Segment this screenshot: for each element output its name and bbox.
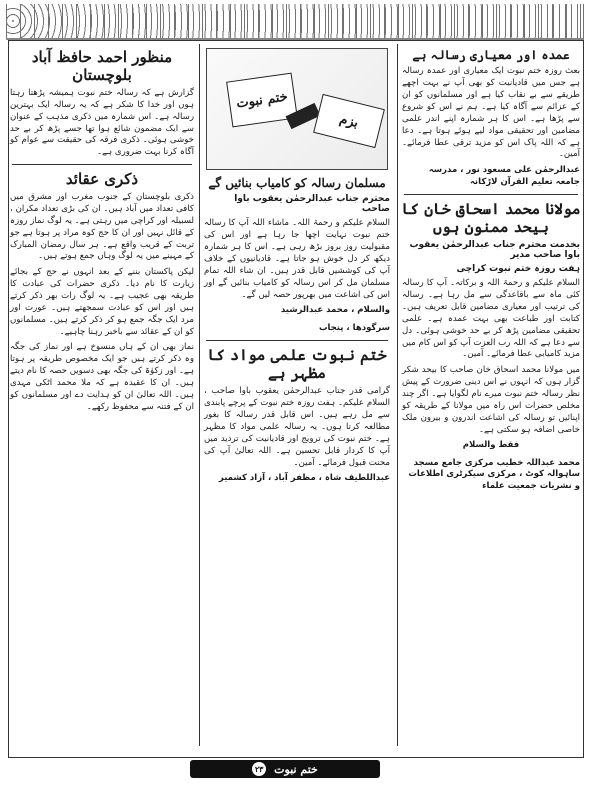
middle-column: [202, 44, 392, 752]
article-body: السلام علیکم و رحمۃ اللہ و برکاتہ۔ آپ کا رسالہ کئی ماہ سے باقاعدگی سے مل رہا ہے۔ رسالہ کی ترتیب اور معیاری مضامین قابل تعریف ہیں۔ کتابت اور طباعت بھی بہت عمدہ ہے۔ علمی تحقیقی مضامین پڑھ کر بے حد خوشی ہوئی۔ دل سے دعا ہے کہ اللہ رب العزت آپ کو اس کام میں مزید کامیابی عطا فرمائے۔ آمین۔: [402, 278, 580, 360]
banner-card: ختم نبوت: [226, 73, 298, 128]
footer-title: ختم نبوت: [274, 762, 318, 776]
article-heading: مولانا محمد اسحاق خان کا بیحد ممنون ہوں: [401, 200, 581, 237]
article-salutation: ہفت روزہ ختم نبوت کراچی: [456, 264, 580, 275]
article-body: لیکن پاکستان بننے کے بعد انہوں نے حج کے بجائے زیارت کا نام دیا۔ ذکری حضرات کی عبادت کا طریقہ بھی عجیب ہے۔ یہ لوگ رات بھر ذکر کرتے ہیں اور اس کو عبادت سمجھتے ہیں۔ عورت اور مرد ایک جگہ جمع ہو کر ذکر کرتے ہیں۔ مسلمانوں کو ان کے عقائد سے باخبر رہنا چاہیے۔: [10, 267, 194, 337]
article-signature: عبدالرحمٰن علی مسعود نور ، مدرسہ جامعہ تعلیم القرآن لاڑکانہ: [428, 165, 580, 187]
article-body: میں مولانا محمد اسحاق خان صاحب کا بیحد شکر گزار ہوں کہ انہوں نے اس دینی ضرورت کے پیش نظر رسالہ ختم نبوت میرے نام لگوایا ہے۔ اگر چند مخلص حضرات اس راہ میں مولانا کے طریقہ کو اپنائیں تو رسالہ کی اشاعت اندرون و بیرون ملک خاصی اضافہ ہو سکتی ہے۔: [402, 365, 580, 435]
article-signature: عبداللطیف شاہ ، مظفر آباد ، آزاد کشمیر: [218, 473, 390, 484]
divider: [12, 164, 192, 165]
column-rule: [199, 44, 200, 746]
divider: [206, 340, 388, 341]
column-rule: [397, 44, 398, 746]
article-body: السلام علیکم و رحمۃ اللہ۔ ماشاء اللہ آپ کا رسالہ ختم نبوت نہایت اچھا جا رہا ہے اور اس کی مقبولیت روز بروز بڑھ رہی ہے۔ اس کا ہر شمارہ دیکھ کر دل خوش ہو جاتا ہے۔ قادیانیوں کے خلاف آپ کی کوششیں قابل قدر ہیں۔ ان شاء اللہ تمام مسلمان مل کر اس رسالہ کو کامیاب بنائیں گے اور اس کی اشاعت میں بھرپور حصہ لیں گے۔: [204, 218, 390, 300]
article-signature: محمد عبداللہ خطیب مرکزی جامع مسجد ساہوالہ کوٹ ، مرکزی سیکرٹری اطلاعات و نشریات جمعیت علماء: [408, 457, 580, 491]
article-heading: عمدہ اور معیاری رسالہ ہے: [412, 48, 570, 62]
article-heading: مسلمان رسالہ کو کامیاب بنائیں گے: [208, 176, 386, 190]
article-body: ذکری بلوچستان کے جنوب مغرب اور مشرق میں کافی تعداد میں آباد ہیں۔ ان کی بڑی تعداد مکران ، لسبیلہ اور کراچی میں رہتی ہے۔ یہ لوگ نماز روزہ کے قائل نہیں اور ان کا حج کوہ مراد پر ہوتا ہے جو تربت کے قریب واقع ہے۔ ہر سال رمضان المبارک کے مہینے میں یہ لوگ وہاں جمع ہوتے ہیں۔: [10, 192, 194, 262]
article-signature: سرگودھا ، پنجاب: [318, 322, 390, 333]
left-column: [8, 44, 196, 752]
banner-card: بزم: [313, 94, 385, 148]
divider: [404, 194, 578, 195]
page-number: ٢٣: [252, 762, 266, 776]
article-heading: ختم نبوت علمی مواد کا مظہر ہے: [207, 346, 387, 383]
article-body: گرامی قدر جناب عبدالرحمٰن یعقوب باوا صاحب ، السلام علیکم۔ ہفت روزہ ختم نبوت کے پرچے پابندی سے مل رہے ہیں۔ اس قابل قدر رسالہ کا بغور مطالعہ کرتا ہوں۔ یہ رسالہ علمی مواد کا مظہر ہے۔ ختم نبوت کی ترویج اور قادیانیت کی تردید میں آپ کا کردار قابل تحسین ہے۔ اللہ تعالیٰ آپ کی محنت قبول فرمائے۔ آمین۔: [204, 386, 390, 468]
article-signature: والسلام ، محمد عبدالرشید: [280, 305, 390, 316]
article-salutation: بخدمت محترم جناب عبدالرحمٰن یعقوب باوا صاحب مدیر: [409, 240, 580, 261]
article-heading: منظور احمد حافظ آباد بلوچستان: [31, 48, 173, 84]
decorative-top-border: [6, 4, 584, 40]
magazine-banner-illustration: [206, 48, 388, 170]
article-body: گزارش ہے کہ رسالہ ختم نبوت ہمیشہ پڑھتا رہتا ہوں اور خدا کا شکر ہے کہ یہ رسالہ ایک بہترین رسالہ ہے۔ اس شمارہ میں ذکری مذہب کے عنوان سے ایک مضمون شائع ہوا تھا جسے پڑھ کر بے حد خوشی ہوئی۔ ذکری فرقہ کی حقیقت سے عوام کو آگاہ کرنا بہت ضروری ہے۔: [10, 88, 194, 158]
article-body: بعث روزہ ختم نبوت ایک معیاری اور عمدہ رسالہ ہے جس میں قادیانیت کو بھی آپ نے بہت اچھے طریقے سے بے نقاب کیا ہے اور مسلمانوں کو ان کے عزائم سے آگاہ کیا ہے۔ ہم نے اس کو شروع سے پڑھا ہے۔ اس کا ہر شمارہ اپنے اندر علمی مضامین اور تحقیقی مواد لیے ہوئے ہوتا ہے۔ دعا ہے کہ اللہ پاک اس کو مزید ترقی عطا فرمائے۔ آمین۔: [402, 66, 580, 160]
article-body: نماز بھی ان کے ہاں منسوخ ہے اور نماز کی جگہ وہ ذکر کرتے ہیں جو ایک مخصوص طریقہ پر ہوتا ہے۔ اور زکوٰۃ کی جگہ بھی دسویں حصہ کا نام دیتے ہیں۔ ان کا عقیدہ ہے کہ ملا محمد اٹکی مہدی ہیں۔ اللہ تعالیٰ ان کو ہدایت دے اور مسلمانوں کو ان کے فتنہ سے محفوظ رکھے۔: [10, 342, 194, 412]
article-closing: فقط والسلام: [462, 440, 520, 451]
footer-badge: [190, 760, 380, 778]
article-salutation: محترم جناب عبدالرحمٰن یعقوب باوا صاحب: [234, 194, 390, 215]
article-heading: ذکری عقائد: [65, 170, 139, 189]
right-column: [400, 44, 582, 752]
